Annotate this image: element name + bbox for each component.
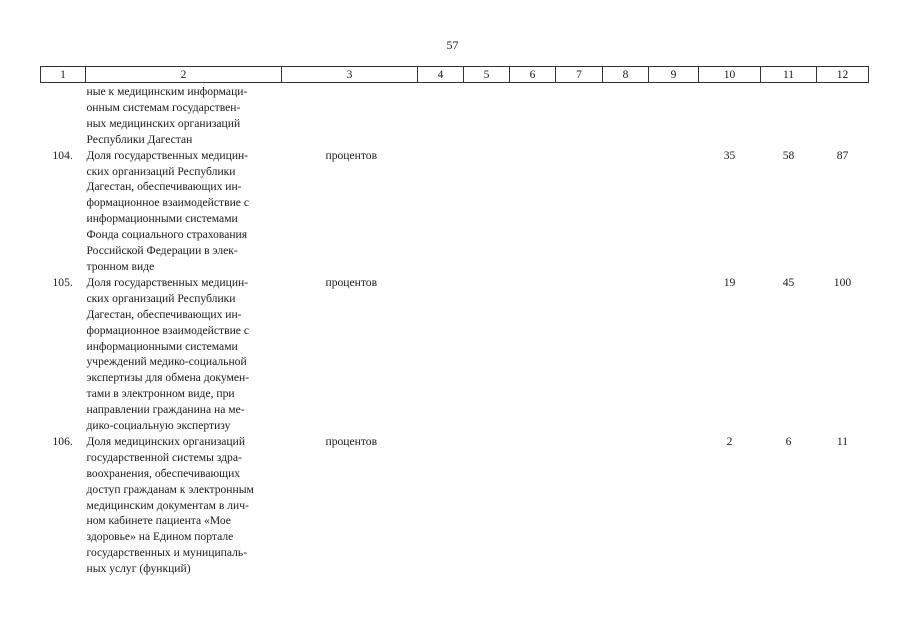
indicator-name-cell (86, 83, 282, 148)
value-col10: 35 (723, 148, 736, 162)
text-line: Доля медицинских организаций (86, 434, 246, 448)
text-line: Республики Дагестан (86, 132, 193, 146)
unit-cell: процентов (325, 275, 378, 289)
text-line: Российской Федерации в элек- (86, 244, 238, 258)
indicator-name-cell (86, 434, 282, 577)
text-line: государственных и муниципаль- (86, 546, 248, 560)
column-header: 7 (556, 67, 603, 83)
column-header: 12 (817, 67, 869, 83)
text-line: здоровье» на Едином портале (86, 530, 234, 544)
value-col12: 11 (836, 434, 849, 448)
text-line: Фонда социального страхования (86, 228, 248, 242)
text-line: ских организаций Республики (86, 164, 236, 178)
column-header: 1 (41, 67, 86, 83)
text-line: онным системам государствен- (86, 100, 241, 114)
unit-cell: процентов (325, 148, 378, 162)
text-line: учреждений медико-социальной (86, 355, 247, 369)
column-header: 5 (464, 67, 510, 83)
column-number-row (41, 67, 869, 83)
text-line: тами в электронном виде, при (86, 387, 235, 401)
column-header: 8 (603, 67, 649, 83)
text-line: формационное взаимодействие с (86, 323, 249, 337)
table-row-104 (41, 148, 869, 275)
column-header: 10 (699, 67, 761, 83)
text-line: формационное взаимодействие с (86, 196, 249, 210)
table-row-105 (41, 275, 869, 434)
text-line: Доля государственных медицин- (86, 275, 249, 289)
value-col11: 58 (782, 148, 795, 162)
indicator-name-cell (86, 275, 282, 434)
indicators-table (40, 66, 869, 577)
text-line: дико-социальную экспертизу (86, 419, 231, 433)
value-col12: 100 (833, 275, 852, 289)
indicator-name-cell (86, 148, 282, 275)
value-col10: 2 (726, 434, 733, 448)
unit-cell: процентов (325, 434, 378, 448)
value-col11: 45 (782, 275, 795, 289)
column-header: 9 (649, 67, 699, 83)
text-line: ных медицинских организаций (86, 116, 241, 130)
text-line: информационными системами (86, 212, 238, 226)
column-header: 3 (282, 67, 418, 83)
text-line: доступ гражданам к электронным (86, 482, 254, 496)
row-number-cell (41, 83, 86, 148)
text-line: воохранения, обеспечивающих (86, 466, 241, 480)
text-line: государственной системы здра- (86, 450, 242, 464)
text-line: направлении гражданина на ме- (86, 403, 245, 417)
row-number: 105. (52, 275, 73, 289)
text-line: Дагестан, обеспечивающих ин- (86, 307, 242, 321)
text-line: ные к медицинским информаци- (86, 85, 248, 98)
text-line: ских организаций Республики (86, 291, 236, 305)
row-number: 104. (52, 148, 73, 162)
text-line: тронном виде (86, 259, 155, 273)
column-header: 4 (418, 67, 464, 83)
text-line: экспертизы для обмена докумен- (86, 371, 250, 385)
table-row-106 (41, 434, 869, 577)
text-line: медицинским документам в лич- (86, 498, 249, 512)
row-number: 106. (52, 434, 73, 448)
value-col12: 87 (836, 148, 849, 162)
table-row-continuation (41, 83, 869, 148)
text-line: информационными системами (86, 339, 238, 353)
value-col10: 19 (723, 275, 736, 289)
value-col11: 6 (785, 434, 792, 448)
page-number: 57 (446, 38, 459, 52)
column-header: 11 (761, 67, 817, 83)
indicators-table-container (40, 66, 868, 577)
text-line: ных услуг (функций) (86, 562, 191, 576)
column-header: 6 (510, 67, 556, 83)
text-line: Доля государственных медицин- (86, 148, 249, 162)
text-line: Дагестан, обеспечивающих ин- (86, 180, 242, 194)
text-line: ном кабинете пациента «Мое (86, 514, 231, 528)
column-header: 2 (86, 67, 282, 83)
